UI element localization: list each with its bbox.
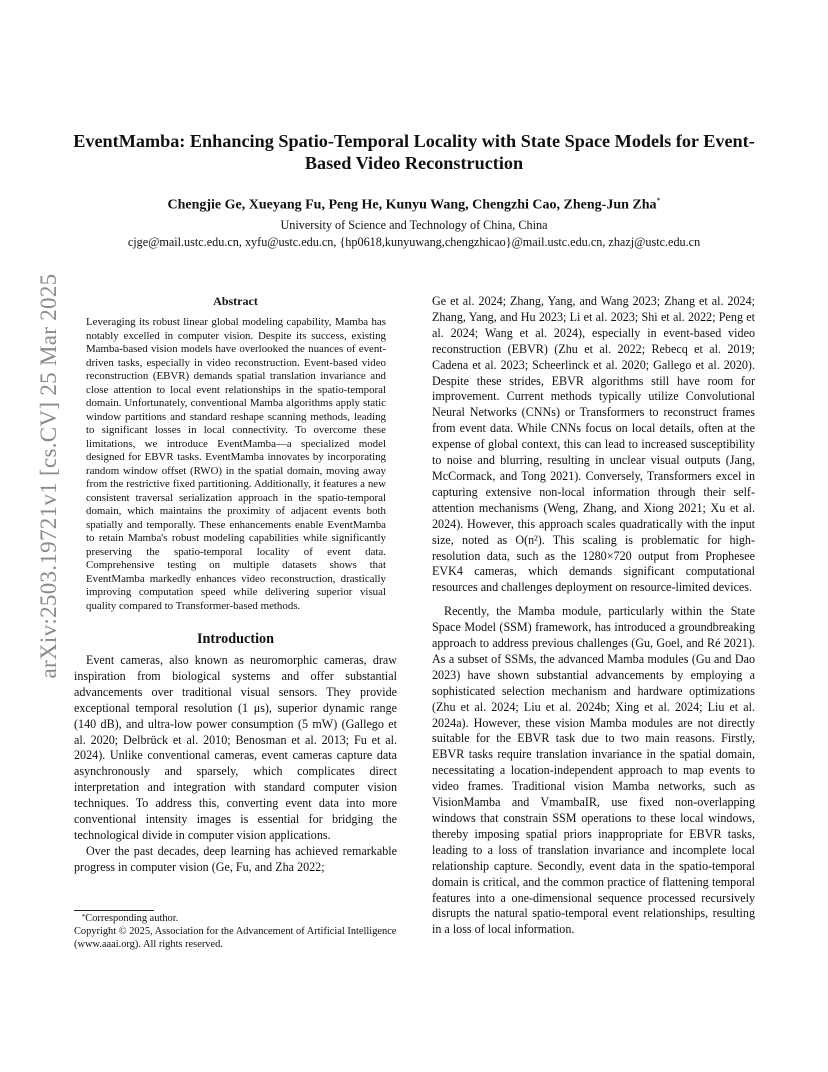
footnote-rule: [74, 910, 154, 911]
paper-title: EventMamba: Enhancing Spatio-Temporal Locality with State Space Models for Event-Based Video Reconstruction: [73, 131, 755, 173]
intro-paragraph-2-start: Over the past decades, deep learning has achieved remarkable progress in computer vision (Ge, Fu, and Zha 2022;: [74, 843, 397, 874]
footnote-block: [74, 912, 397, 951]
affiliation: University of Science and Technology of China, China: [280, 218, 548, 232]
footnote-mark: *: [81, 913, 86, 921]
intro-paragraph-1: Event cameras, also known as neuromorphic cameras, draw inspiration from biological systems and offer substantial advancements over traditional visual sensors. They provide exceptional temporal resolution (1 μs), superior dynamic range (140 dB), and ultra-low power consumption (5 mW) (Gallego et al. 2020; Delbrück et al. 2010; Benosman et al. 2013; Fu et al. 2024). Unlike conventional cameras, event cameras capture data asynchronously and sparsely, which complicates direct interpretation and integration with standard computer vision techniques. To address this, converting event data into more conventional intensity images is essential for bridging the technological divide in computer vision applications.: [74, 653, 397, 842]
abstract-text: Leveraging its robust linear global modeling capability, Mamba has notably excelled in computer vision. Despite its success, existing Mamba-based vision models have overlooked the nuances of event-driven tasks, especially in video reconstruction. Event-based video reconstruction (EBVR) demands spatial translation invariance and close attention to local event relationships in the spatio-temporal domain. Unfortunately, conventional Mamba algorithms apply static window partitions and standard reshape scanning methods, leading to significant losses in local connectivity. To overcome these limitations, we introduce EventMamba—a specialized model designed for EBVR tasks. EventMamba innovates by incorporating random window offset (RWO) in the spatial domain, moving away from the restrictive fixed partitioning. Additionally, it features a new consistent traversal serialization approach in the spatio-temporal domain, which maintains the proximity of adjacent events both spatially and temporally. These enhancements enable EventMamba to retain Mamba's robust modeling capabilities while significantly preserving the spatio-temporal locality of event data. Comprehensive testing on multiple datasets shows that EventMamba markedly enhances video reconstruction, drastically improving computation speed while delivering superior visual quality compared to Transformer-based methods.: [86, 316, 386, 612]
intro-paragraph-3: Recently, the Mamba module, particularly within the State Space Model (SSM) framework, has introduced a groundbreaking approach to address previous challenges (Gu, Goel, and Ré 2021). As a subset of SSMs, the advanced Mamba modules (Gu and Dao 2023) have shown substantial advancements by employing a sophisticated selection mechanism and hardware optimizations (Zhu et al. 2024; Liu et al. 2024b; Xing et al. 2024; Liu et al. 2024a). However, these vision Mamba modules are not directly suitable for the EBVR task due to two main reasons. Firstly, EBVR tasks require translation invariance in the spatial domain, necessitating a location-independent approach to map events to video frames. Traditional vision Mamba networks, such as VisionMamba and VmambaIR, use fixed non-overlapping windows that constrain SSM operations to these local windows, thereby imposing spatial priors inappropriate for EBVR tasks, leading to a loss of translation invariance and incomplete local relationship capture. Secondly, event data in the spatio-temporal domain is critical, and the common practice of flattening temporal features into a one-dimensional sequence processed recursively disrupts the natural spatio-temporal event relationships, resulting in a loss of local information.: [432, 604, 755, 937]
author-emails: cjge@mail.ustc.edu.cn, xyfu@ustc.edu.cn, {hp0618,kunyuwang,chengzhicao}@mail.ustc.edu.cn, zhazj@ustc.edu.cn: [127, 235, 701, 249]
intro-paragraph-2-continued: Ge et al. 2024; Zhang, Yang, and Wang 2023; Zhang et al. 2024; Zhang, Yang, and Hu 2023; Li et al. 2023; Shi et al. 2022; Peng et al. 2024; Wang et al. 2024), especially in event-based video reconstruction (EBVR) (Zhu et al. 2022; Rebecq et al. 2019; Cadena et al. 2023; Scheerlinck et al. 2020; Gallego et al. 2020). Despite these strides, EBVR algorithms still have room for improvement. Current methods typically utilize Convolutional Neural Networks (CNNs) or Transformers to reconstruct frames from event data. While CNNs focus on local details, often at the expense of global context, this can lead to increased susceptibility to noise and blurring, resulting in unclear visual outputs (Jang, McCormack, and Tong 2021). Conversely, Transformers excel in capturing extensive non-local information through their self-attention mechanisms (Weng, Zhang, and Xiong 2021; Xu et al. 2024). However, this approach scales quadratically with the input size, noted as O(n²). This scaling is problematic for high-resolution data, such as the 1280×720 output from Prophesee EVK4 cameras, which demands significant computational resources and challenges deployment on resource-limited devices.: [432, 294, 755, 595]
author-list: [60, 192, 768, 214]
abstract-heading: Abstract: [213, 294, 258, 308]
author-names: Chengjie Ge, Xueyang Fu, Peng He, Kunyu Wang, Chengzhi Cao, Zheng-Jun Zha: [167, 197, 657, 213]
copyright-notice: Copyright © 2025, Association for the Advancement of Artificial Intelligence (www.aaai.org). All rights reserved.: [74, 926, 397, 950]
corresponding-author-note: *Corresponding author.: [81, 913, 179, 924]
left-column: [74, 294, 397, 876]
arxiv-identifier-stamp: arXiv:2503.19721v1 [cs.CV] 25 Mar 2025: [36, 273, 61, 679]
introduction-heading: Introduction: [197, 631, 274, 647]
corresponding-author-mark: *: [656, 196, 661, 205]
affiliation-block: [40, 217, 788, 251]
right-column: [432, 294, 755, 938]
